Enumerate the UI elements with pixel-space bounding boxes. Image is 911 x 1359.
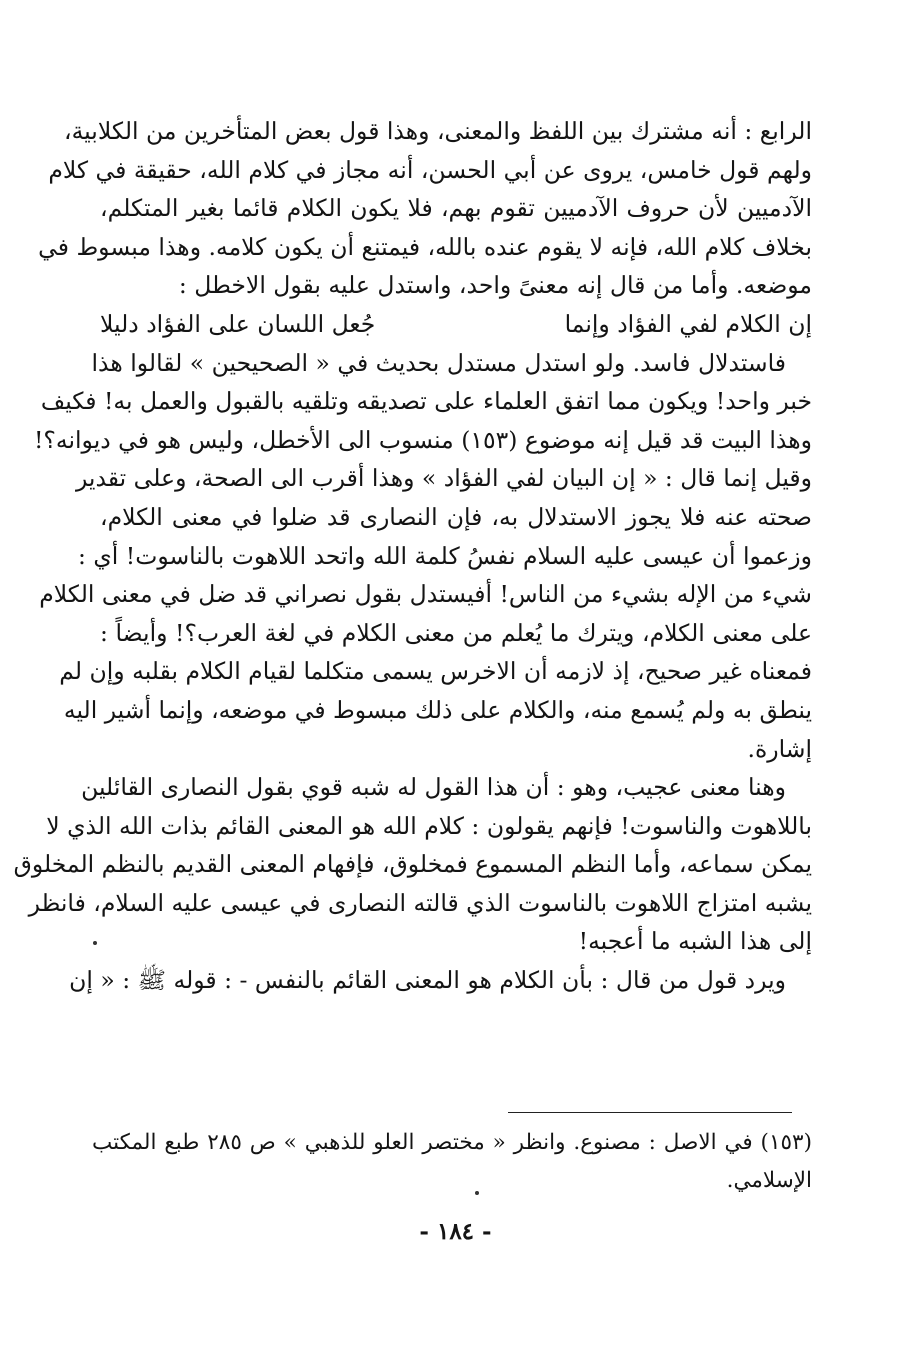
text-line: صحته عنه فلا يجوز الاستدلال به، فإن النصارى قد ضلوا في معنى الكلام،: [100, 502, 812, 531]
text-line: باللاهوت والناسوت! فإنهم يقولون : كلام الله هو المعنى القائم بذات الله الذي لا: [46, 811, 812, 840]
main-text: [13, 112, 812, 1000]
text-line: ينطق به ولم يُسمع منه، والكلام على ذلك مبسوط في موضعه، وإنما أشير اليه: [63, 695, 812, 724]
text-line: فاستدلال فاسد. ولو استدل مستدل بحديث في « الصحيحين » لقالوا هذا: [91, 348, 786, 377]
paragraph-4: [69, 961, 812, 1000]
text-line: خبر واحد! ويكون مما اتفق العلماء على تصديقه وتلقيه بالقبول والعمل به! فكيف: [40, 387, 812, 416]
text-line: وقيل إنما قال : « إن البيان لفي الفؤاد » وهذا أقرب الى الصحة، وعلى تقدير: [75, 464, 812, 493]
text-line: الآدميين لأن حروف الآدميين تقوم بهم، فلا يكون الكلام قائما بغير المتكلم،: [100, 194, 812, 223]
footnote-line: (١٥٣) في الاصل : مصنوع. وانظر « مختصر العلو للذهبي » ص ٢٨٥ طبع المكتب: [92, 1130, 812, 1155]
paragraph-2: [33, 344, 812, 769]
text-line: على معنى الكلام، ويترك ما يُعلم من معنى الكلام في لغة العرب؟! وأيضاً :: [100, 618, 812, 647]
footnote-divider: [508, 1112, 792, 1113]
scan-speck: [475, 1191, 479, 1195]
text-line: وهنا معنى عجيب، وهو : أن هذا القول له شبه قوي بقول النصارى القائلين: [81, 773, 786, 802]
text-line: وزعموا أن عيسى عليه السلام نفسُ كلمة الله واتحد اللاهوت بالناسوت! أي :: [77, 541, 812, 570]
text-line: وهذا البيت قد قيل إنه موضوع (١٥٣) منسوب الى الأخطل، وليس هو في ديوانه؟!: [33, 425, 812, 454]
text-line: موضعه. وأما من قال إنه معنىً واحد، واستدل عليه بقول الاخطل :: [178, 271, 812, 300]
text-line: يمكن سماعه، وأما النظم المسموع فمخلوق، فإفهام المعنى القديم بالنظم المخلوق: [13, 850, 812, 879]
page-number: - ١٨٤ -: [419, 1218, 492, 1245]
text-line: فمعناه غير صحيح، إذ لازمه أن الاخرس يسمى متكلما لقيام الكلام بقلبه وإن لم: [59, 657, 812, 686]
paragraph-3: [13, 768, 812, 961]
paragraph-1: [38, 112, 812, 305]
poem-hemistich-2: جُعل اللسان على الفؤاد دليلا: [100, 309, 376, 338]
text-line: شيء من الإله بشيء من الناس! أفيستدل بقول نصراني قد ضل في معنى الكلام: [39, 580, 812, 609]
poem-hemistich-1: إن الكلام لفي الفؤاد وإنما: [564, 309, 812, 338]
text-line: ولهم قول خامس، يروى عن أبي الحسن، أنه مجاز في كلام الله، حقيقة في كلام: [48, 155, 812, 184]
scan-speck: [93, 941, 97, 945]
footnote-line: الإسلامي.: [726, 1168, 812, 1193]
text-line: ويرد قول من قال : بأن الكلام هو المعنى القائم بالنفس - : قوله ﷺ : « إن: [69, 966, 786, 995]
text-line: يشبه امتزاج اللاهوت بالناسوت الذي قالته النصارى في عيسى عليه السلام، فانظر: [28, 888, 812, 917]
footnote: [92, 1124, 812, 1200]
poem-verse: [100, 305, 812, 344]
text-line: إلى هذا الشبه ما أعجبه!: [578, 927, 812, 956]
text-line: إشارة.: [747, 734, 812, 763]
text-line: بخلاف كلام الله، فإنه لا يقوم عنده بالله، فيمتنع أن يكون كلامه. وهذا مبسوط في: [38, 232, 812, 261]
text-line: الرابع : أنه مشترك بين اللفظ والمعنى، وهذا قول بعض المتأخرين من الكلابية،: [64, 117, 812, 145]
